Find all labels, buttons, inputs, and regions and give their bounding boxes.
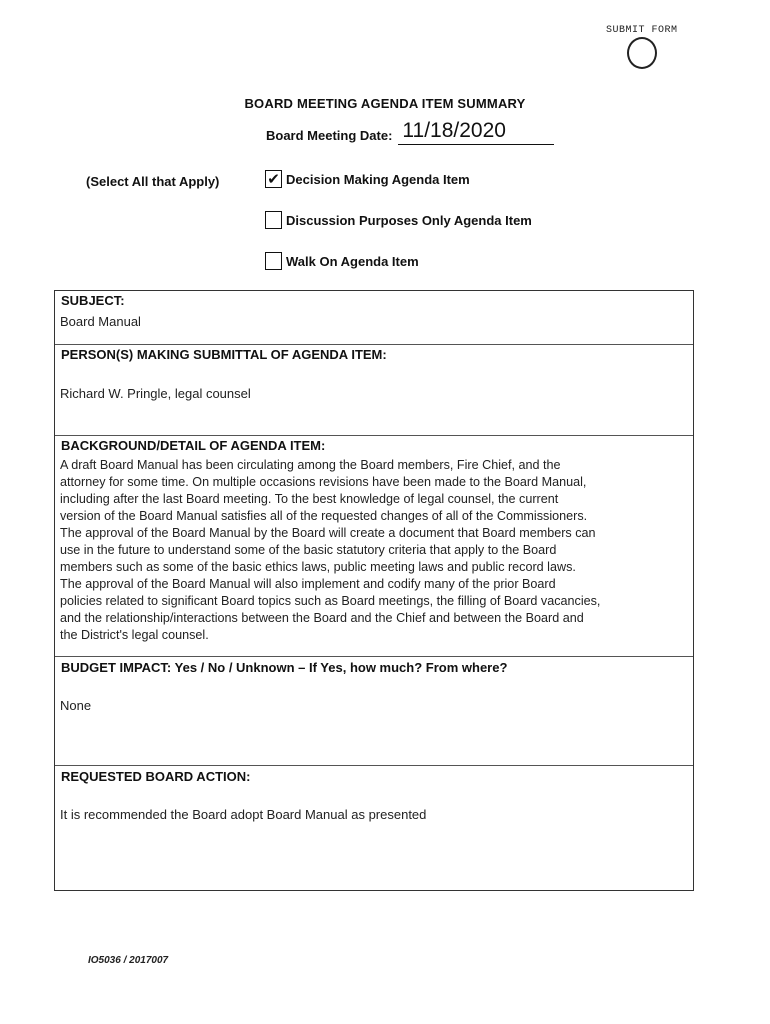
background-line: The approval of the Board Manual by the Board will create a document that Board members can	[60, 526, 596, 540]
meeting-date-row	[266, 118, 554, 145]
budget-heading: BUDGET IMPACT: Yes / No / Unknown – If Yes, how much? From where?	[61, 660, 508, 675]
background-line: The approval of the Board Manual will also implement and codify many of the prior Board	[60, 577, 556, 591]
submit-form-button[interactable]	[627, 37, 657, 69]
decision-making-label: Decision Making Agenda Item	[286, 171, 470, 187]
background-line: attorney for some time. On multiple occasions revisions have been made to the Board Manual,	[60, 475, 587, 489]
background-line: policies related to significant Board topics such as Board meetings, the filling of Board vacancies,	[60, 594, 601, 608]
background-line: including after the last Board meeting. To the best knowledge of legal counsel, the current	[60, 492, 559, 506]
submit-form-label: SUBMIT FORM	[606, 25, 678, 36]
meeting-date-label: Board Meeting Date:	[266, 128, 393, 143]
discussion-only-label: Discussion Purposes Only Agenda Item	[286, 212, 532, 228]
background-text[interactable]	[60, 457, 692, 644]
budget-section	[55, 657, 693, 766]
background-line: use in the future to understand some of the basic statutory criteria that apply to the Board	[60, 543, 557, 557]
option-walk-on[interactable]	[265, 252, 419, 270]
subject-section	[55, 291, 693, 345]
action-section	[55, 766, 693, 890]
option-decision-making[interactable]	[265, 170, 470, 188]
agenda-item-form	[54, 290, 694, 891]
option-discussion-only[interactable]	[265, 211, 532, 229]
persons-heading: PERSON(S) MAKING SUBMITTAL OF AGENDA ITEM:	[61, 347, 387, 362]
walk-on-checkbox[interactable]	[265, 252, 282, 270]
subject-heading: SUBJECT:	[61, 293, 125, 308]
select-all-label: (Select All that Apply)	[86, 174, 220, 189]
document-code: IO5036 / 2017007	[88, 955, 169, 966]
background-line: members such as some of the basic ethics laws, public meeting laws and public record laws.	[60, 560, 576, 574]
page-title: BOARD MEETING AGENDA ITEM SUMMARY	[244, 96, 526, 111]
subject-value[interactable]: Board Manual	[60, 314, 141, 329]
background-line: A draft Board Manual has been circulating among the Board members, Fire Chief, and the	[60, 458, 561, 472]
background-line: and the relationship/interactions between the Board and the Chief and between the Board and	[60, 611, 584, 625]
meeting-date-field[interactable]: 11/18/2020	[398, 118, 554, 145]
background-line: the District's legal counsel.	[60, 628, 209, 642]
decision-making-checkbox[interactable]: ✔	[265, 170, 282, 188]
discussion-only-checkbox[interactable]	[265, 211, 282, 229]
persons-section	[55, 345, 693, 436]
persons-value[interactable]: Richard W. Pringle, legal counsel	[60, 386, 251, 401]
walk-on-label: Walk On Agenda Item	[286, 253, 419, 269]
background-section	[55, 436, 693, 657]
background-heading: BACKGROUND/DETAIL OF AGENDA ITEM:	[61, 438, 326, 453]
background-line: version of the Board Manual satisfies all of the requested changes of all of the Commissioners.	[60, 509, 588, 523]
action-heading: REQUESTED BOARD ACTION:	[61, 769, 251, 784]
action-value[interactable]: It is recommended the Board adopt Board Manual as presented	[60, 807, 427, 822]
budget-value[interactable]: None	[60, 698, 92, 713]
